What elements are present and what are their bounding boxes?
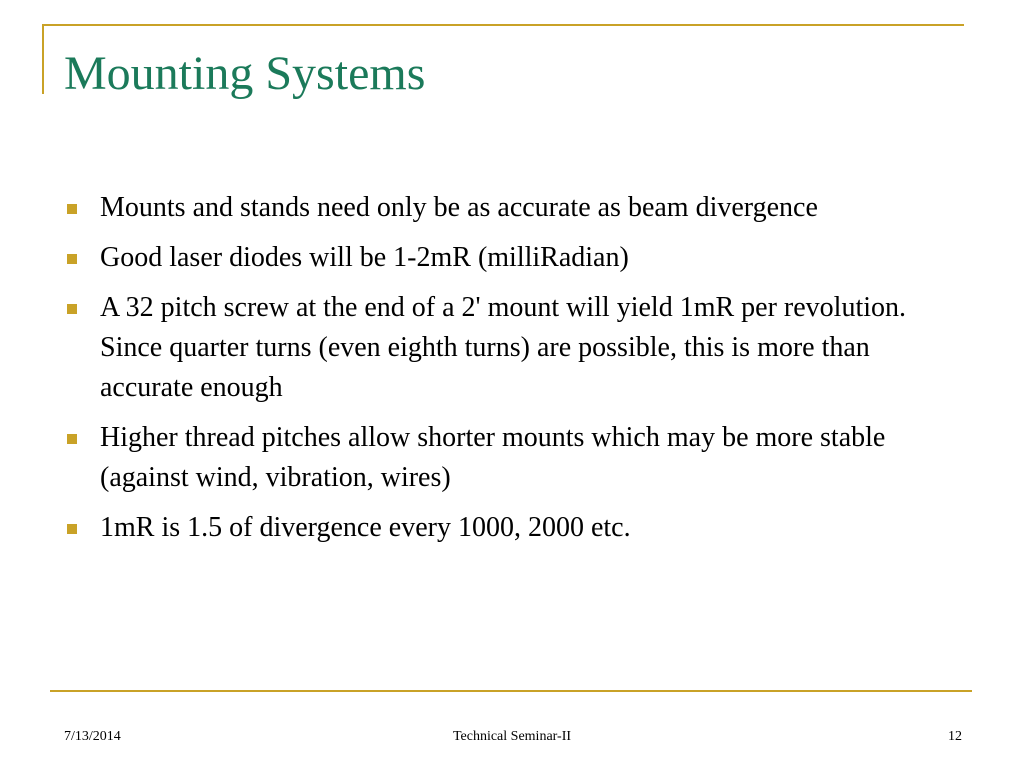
square-bullet-icon [67,254,77,264]
bullet-text: Higher thread pitches allow shorter mounts which may be more stable (against wind, vibration, wires) [100,422,886,493]
bullet-item [64,418,944,498]
bullet-text: Mounts and stands need only be as accurate as beam divergence [100,192,818,223]
bullet-text: A 32 pitch screw at the end of a 2' mount will yield 1mR per revolution. Since quarter turns (even eighth turns) are possible, this is more than accurate enough [100,292,906,403]
bullet-item [64,238,944,278]
frame-left-rule [42,24,44,94]
slide-title: Mounting Systems [64,47,426,100]
square-bullet-icon [67,524,77,534]
bullet-text: Good laser diodes will be 1-2mR (milliRadian) [100,242,629,273]
footer-date: 7/13/2014 [64,729,121,744]
square-bullet-icon [67,304,77,314]
bullet-item [64,188,944,228]
page-number: 12 [948,729,962,744]
square-bullet-icon [67,434,77,444]
bullet-list [64,188,944,558]
footer-title: Technical Seminar-II [452,729,572,744]
square-bullet-icon [67,204,77,214]
bullet-item [64,508,944,548]
footer-divider [50,690,972,692]
bullet-item [64,288,944,408]
frame-top-rule [42,24,964,26]
bullet-text: 1mR is 1.5 of divergence every 1000, 2000 etc. [100,512,631,543]
